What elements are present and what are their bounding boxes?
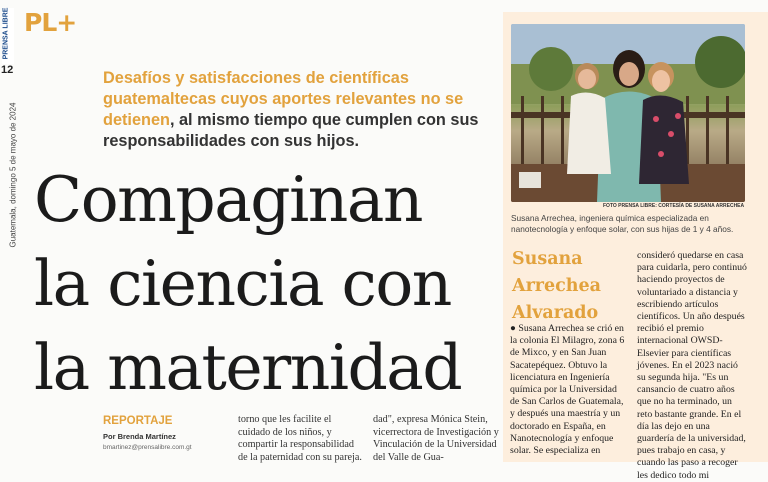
photo-illustration [511, 24, 745, 202]
bullet-icon: ● [510, 323, 519, 334]
body-column-2: dad", expresa Mónica Stein, vicerrectora de Investigación y Vinculación de la Universidad del Valle de Gua- [373, 414, 499, 463]
profile-photo [511, 24, 745, 202]
article-headline [34, 158, 504, 410]
article-deck [103, 68, 498, 152]
profile-bio-column-1 [510, 323, 628, 457]
section-label: PRENSA LIBRE [2, 7, 10, 60]
deck-rest: , al mismo tiempo que cumplen con sus responsabilidades con sus hijos. [103, 111, 479, 150]
deck-highlight: Desafíos y satisfacciones de científicas guatemaltecas cuyos aportes relevantes no se detienen [103, 69, 464, 129]
photo-caption: Susana Arrechea, ingeniera química especializada en nanotecnología y enfoque solar, con sus hijas de 1 y 4 años. [511, 213, 734, 234]
byline: Por Brenda Martínez [103, 432, 176, 441]
profile-bio-text-1: Susana Arrechea se crió en la colonia El Milagro, zona 6 de Mixco, y en San Juan Sacatepéquez. Obtuvo la licenciatura en Ingeniería química por la Universidad de San Carlos de Guatemala, y después una maestría y un doctorado en España, en Nanotecnología y enfoque solar. Se especializa en [510, 323, 625, 457]
page-number: 12 [1, 64, 14, 76]
section-tag [2, 8, 14, 64]
kicker: REPORTAJE [103, 415, 173, 427]
profile-name [512, 246, 622, 327]
headline-line-2: la ciencia con [34, 247, 451, 320]
photo-credit: FOTO PRENSA LIBRE: CORTESÍA DE SUSANA ARRECHEA [603, 203, 745, 209]
prensa-libre-plus-logo: PL+ [24, 8, 77, 37]
profile-name-line-3: Alvarado [512, 303, 599, 323]
profile-bio-column-2: consideró quedarse en casa para cuidarla, pero continuó haciendo proyectos de voluntariado a distancia y escribiendo artículos científicos. Un año después recibió el premio internacional OWSD-Elsevier para científicas jóvenes. En el 2023 nació su segunda hija. "Es un cansancio de cuatro años que no ha terminado, un reto bastante grande. En el día las dejo en una guardería de la universidad, pues trabajo en casa, y cuando las paso a recoger les dedico todo mi [637, 250, 747, 481]
profile-name-line-2: Arrechea [512, 276, 602, 296]
headline-line-1: Compaginan [34, 163, 422, 236]
headline-line-3: la maternidad [34, 331, 462, 404]
profile-name-line-1: Susana [512, 249, 583, 269]
author-email[interactable]: bmartinez@prensalibre.com.gt [103, 444, 192, 451]
dateline: Guatemala, domingo 5 de mayo de 2024 [8, 102, 18, 248]
body-column-1: torno que les facilite el cuidado de los niños, y compartir la responsabilidad de la paternidad con su pareja. [238, 414, 362, 463]
